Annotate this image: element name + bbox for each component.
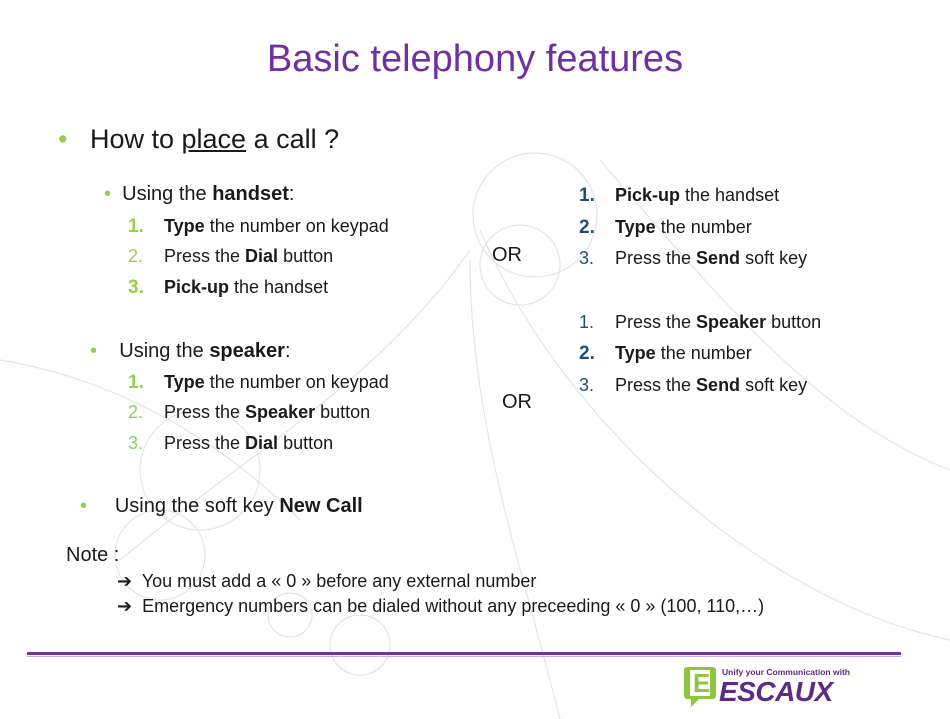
or-label-handset: OR [492, 244, 522, 266]
handset-step-3 [128, 277, 328, 299]
step-bold: Dial [245, 433, 279, 453]
step-text: button [278, 246, 334, 266]
step-pre: Press the [615, 312, 697, 332]
footer-divider [27, 652, 901, 655]
step-text: button [315, 402, 371, 422]
heading-place-call [58, 124, 339, 155]
softkey-section-title [80, 495, 363, 518]
note-line-2 [117, 596, 764, 617]
note-label: Note : [66, 544, 120, 566]
step-number: 2. [579, 343, 595, 364]
step-number: 3. [128, 433, 144, 453]
escaux-logo [684, 663, 890, 709]
alt-speaker-step-2 [579, 343, 752, 365]
step-text: the number on keypad [204, 372, 389, 392]
handset-bold: handset [212, 183, 289, 205]
heading-text: How to [89, 124, 182, 154]
step-pre: Press the [615, 248, 697, 268]
step-text: button [766, 312, 822, 332]
alt-speaker-step-1 [579, 312, 821, 333]
handset-pre: Using the [122, 183, 213, 205]
step-number: 2. [128, 246, 144, 266]
bullet: • [104, 183, 112, 205]
step-bold: Pick-up [615, 185, 681, 205]
step-bold: Type [615, 343, 656, 363]
arrow-right-icon: ➔ [117, 596, 133, 616]
bullet: • [90, 340, 98, 362]
alt-speaker-step-3 [579, 375, 807, 396]
step-text: the number [655, 217, 752, 237]
step-pre: Press the [164, 246, 246, 266]
softkey-pre: Using the soft key [114, 495, 280, 517]
step-pre: Press the [164, 433, 246, 453]
page-title: Basic telephony features [266, 38, 684, 80]
step-number: 3. [579, 248, 595, 268]
handset-post: : [288, 183, 295, 205]
step-number: 1. [579, 312, 595, 332]
note-text: You must add a « 0 » before any external number [141, 571, 537, 591]
step-bold: Dial [245, 246, 279, 266]
note-line-1 [117, 571, 536, 592]
step-number: 2. [128, 402, 144, 422]
step-bold: Send [696, 248, 741, 268]
step-pre: Press the [615, 375, 697, 395]
speaker-step-2 [128, 402, 370, 423]
speaker-pre: Using the [119, 340, 210, 362]
speaker-step-3 [128, 433, 333, 454]
step-bold: Speaker [696, 312, 767, 332]
step-number: 1. [128, 372, 144, 393]
step-text: soft key [740, 248, 808, 268]
logo-name: ESCAUX [719, 676, 833, 707]
step-text: button [278, 433, 334, 453]
handset-section-title [104, 183, 294, 206]
softkey-bold: New Call [279, 495, 363, 517]
note-text: Emergency numbers can be dialed without any preceeding « 0 » (100, 110,…) [142, 596, 765, 616]
step-text: the handset [680, 185, 780, 205]
step-bold: Send [696, 375, 741, 395]
logo-glyph: E [693, 668, 711, 698]
step-bold: Type [615, 217, 656, 237]
step-pre: Press the [164, 402, 246, 422]
step-number: 3. [128, 277, 144, 298]
logo-tagline: Unify your Communication with [722, 667, 850, 677]
speaker-step-1 [128, 372, 389, 394]
step-number: 2. [579, 217, 595, 238]
heading-text-post: a call ? [246, 124, 340, 154]
speaker-bold: speaker [209, 340, 285, 362]
alt-handset-step-2 [579, 217, 752, 239]
speaker-post: : [284, 340, 291, 362]
step-bold: Type [164, 372, 205, 392]
step-bold: Type [164, 216, 205, 236]
handset-step-2 [128, 246, 333, 267]
step-text: soft key [740, 375, 808, 395]
handset-step-1 [128, 216, 389, 238]
step-number: 1. [128, 216, 144, 237]
bullet: • [80, 495, 88, 517]
bullet: • [58, 124, 68, 154]
alt-handset-step-3 [579, 248, 807, 269]
alt-handset-step-1 [579, 185, 779, 207]
footer-divider-shadow [27, 656, 901, 657]
or-label-speaker: OR [502, 391, 532, 413]
step-number: 1. [579, 185, 595, 206]
heading-underlined: place [181, 124, 247, 154]
step-text: the handset [229, 277, 329, 297]
arrow-right-icon: ➔ [117, 571, 133, 591]
speaker-section-title [90, 340, 291, 363]
step-bold: Speaker [245, 402, 316, 422]
step-text: the number on keypad [204, 216, 389, 236]
step-bold: Pick-up [164, 277, 230, 297]
step-text: the number [655, 343, 752, 363]
step-number: 3. [579, 375, 595, 395]
